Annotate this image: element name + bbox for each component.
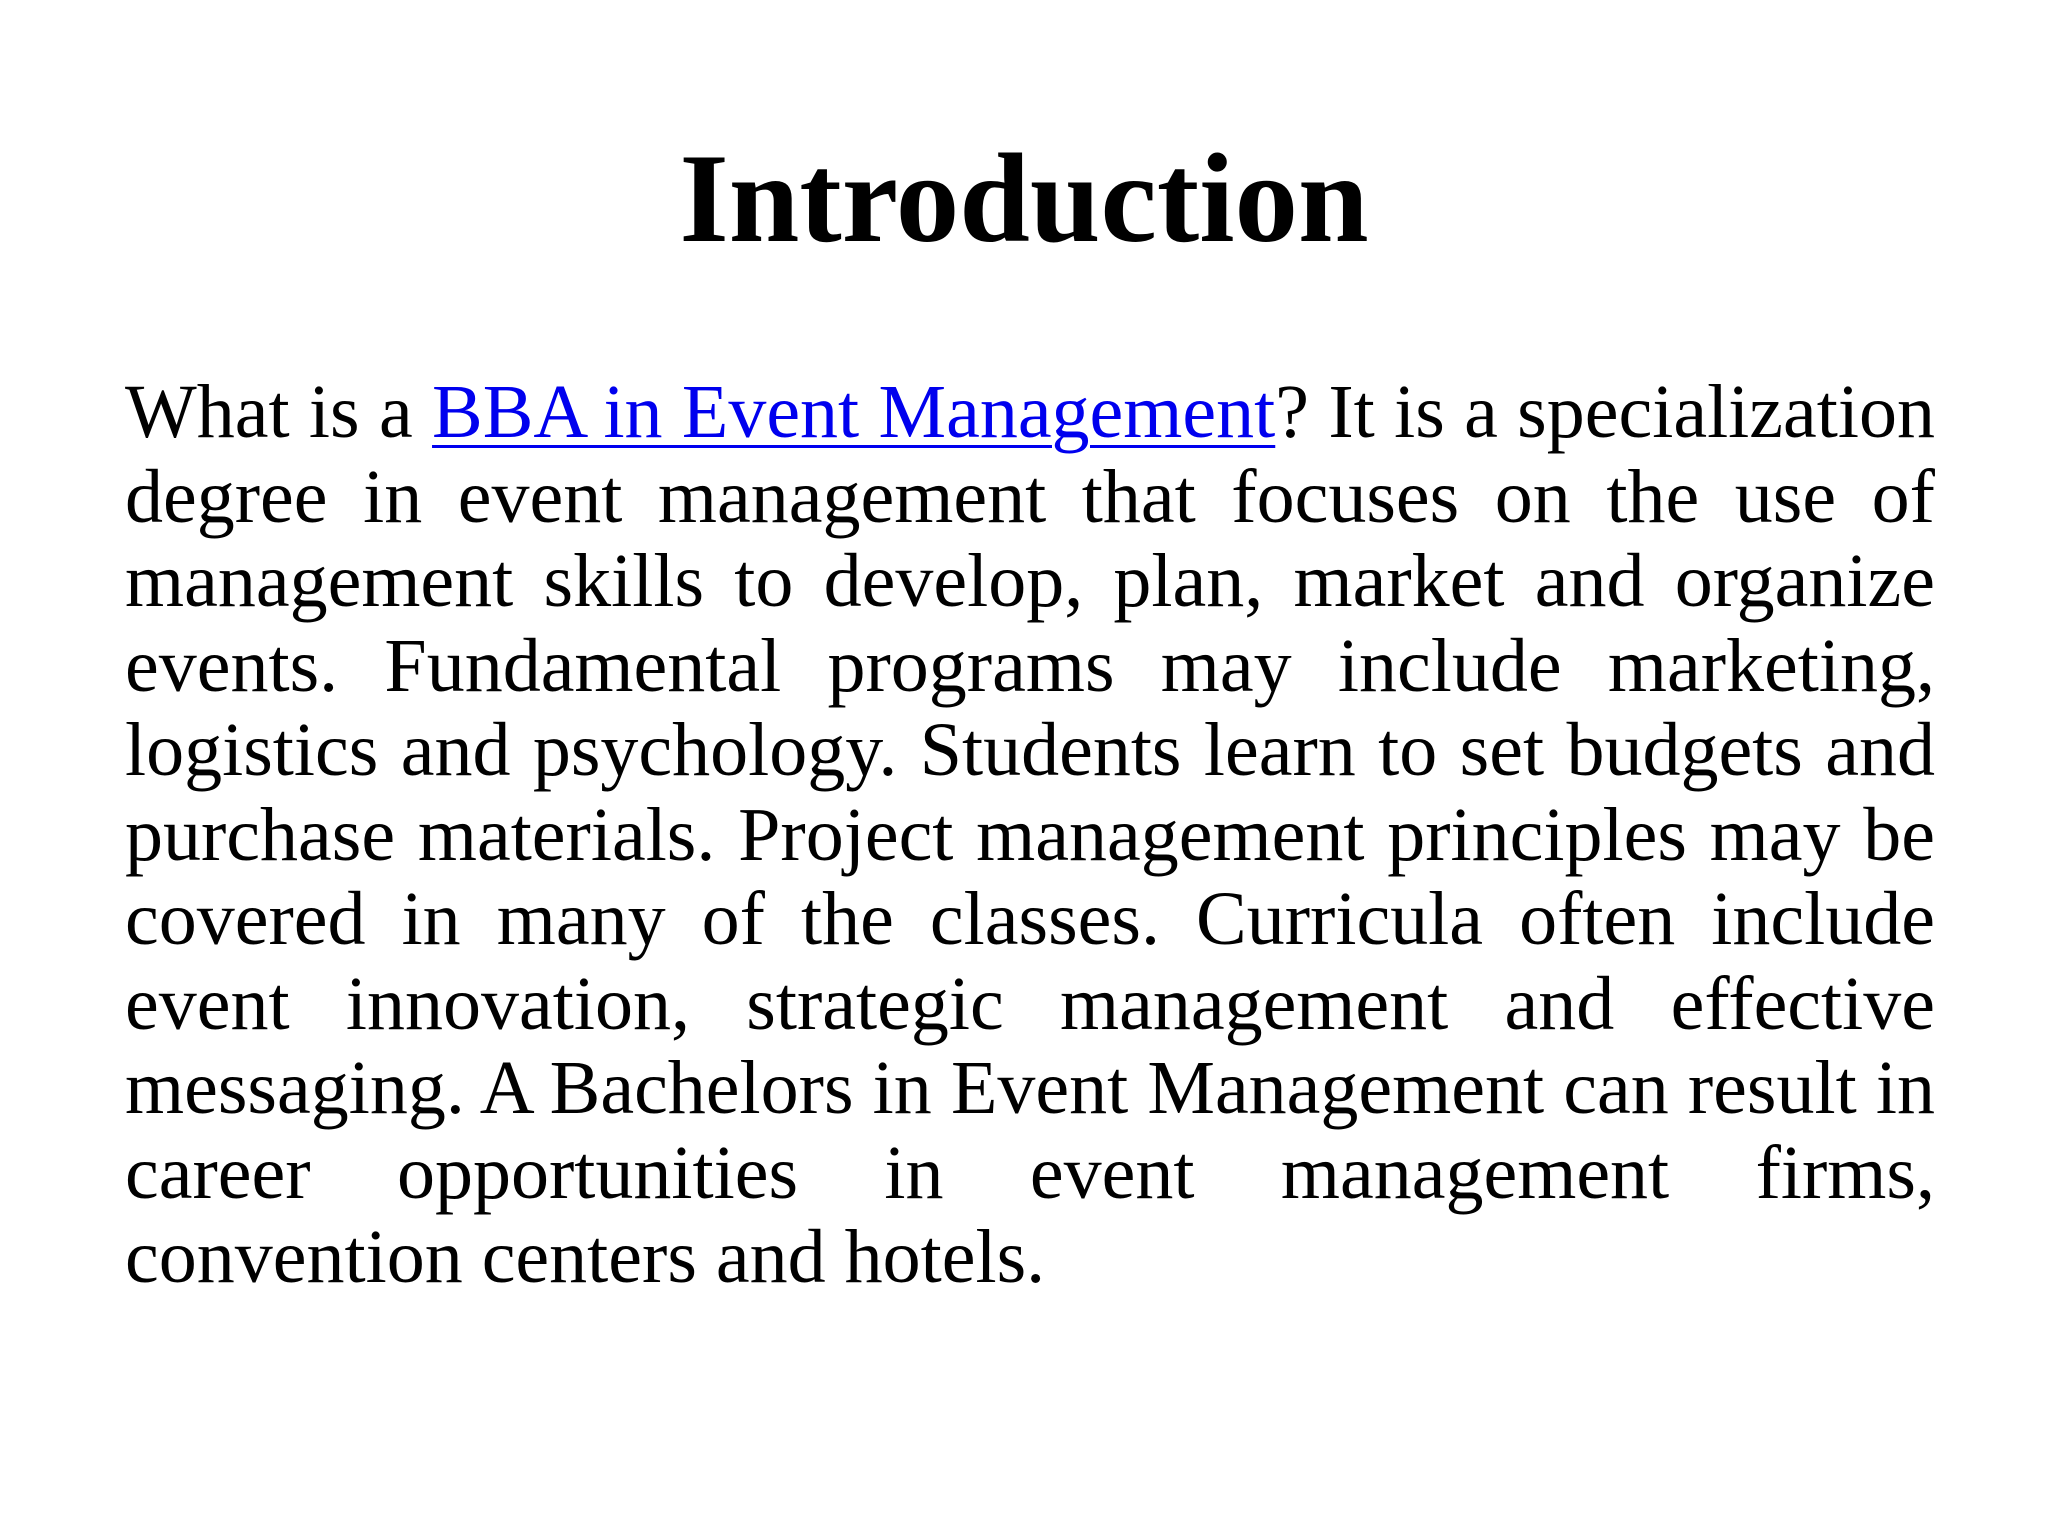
paragraph-body-text: ? It is a specialization degree in event management that focuses on the use of management skills to develop, plan, market and organize events. Fundamental programs may include marketing, logistics and psychology. Students learn to set budgets and purchase materials. Project management principles may be covered in many of the classes. Curricula often include event innovation, strategic management and effective messaging. A Bachelors in Event Management can result in career opportunities in event management firms, convention centers and hotels. <box>125 370 1935 1299</box>
slide-title: Introduction <box>679 129 1369 269</box>
intro-paragraph <box>125 370 1935 1300</box>
bba-event-management-link[interactable]: BBA in Event Management <box>432 370 1276 454</box>
paragraph-lead-text: What is a <box>125 370 433 454</box>
